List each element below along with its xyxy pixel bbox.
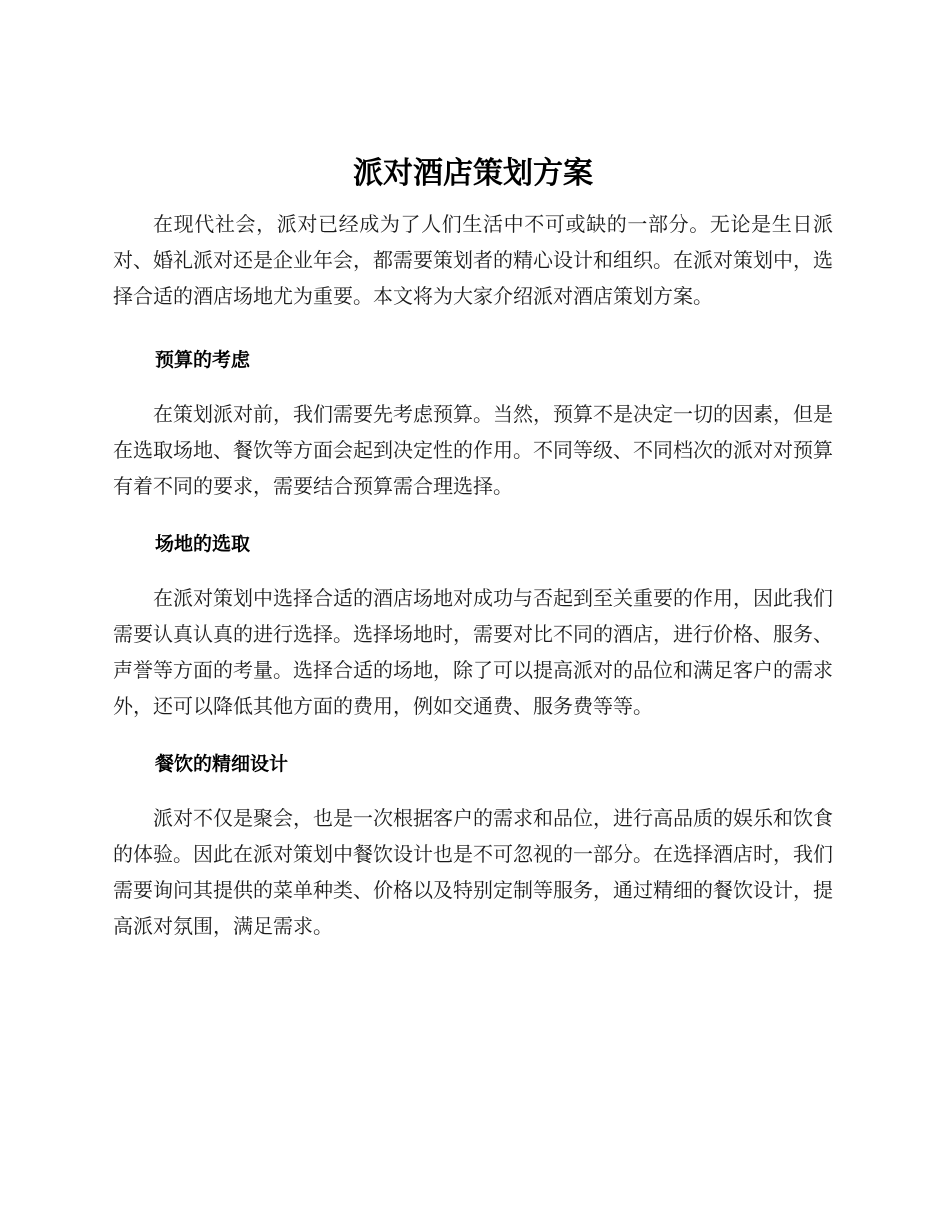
section-body-catering: 派对不仅是聚会，也是一次根据客户的需求和品位，进行高品质的娱乐和饮食的体验。因此在派对策划中餐饮设计也是不可忽视的一部分。在选择酒店时，我们需要询问其提供的菜单种类、价格以及特别定制等服务，通过精细的餐饮设计，提高派对氛围，满足需求。: [113, 806, 833, 938]
section-heading-budget: 预算的考虑: [155, 349, 251, 371]
section-heading-catering: 餐饮的精细设计: [155, 753, 289, 775]
document-content: [113, 146, 833, 944]
document-title: 派对酒店策划方案: [353, 156, 593, 191]
section-heading-venue: 场地的选取: [155, 533, 251, 555]
section-body-venue: 在派对策划中选择合适的酒店场地对成功与否起到至关重要的作用，因此我们需要认真认真的进行选择。选择场地时，需要对比不同的酒店，进行价格、服务、声誉等方面的考量。选择合适的场地，除了可以提高派对的品位和满足客户的需求外，还可以降低其他方面的费用，例如交通费、服务费等等。: [113, 586, 833, 718]
section-body-budget: 在策划派对前，我们需要先考虑预算。当然，预算不是决定一切的因素，但是在选取场地、餐饮等方面会起到决定性的作用。不同等级、不同档次的派对对预算有着不同的要求，需要结合预算需合理选择。: [113, 402, 833, 498]
intro-paragraph: 在现代社会，派对已经成为了人们生活中不可或缺的一部分。无论是生日派对、婚礼派对还是企业年会，都需要策划者的精心设计和组织。在派对策划中，选择合适的酒店场地尤为重要。本文将为大家介绍派对酒店策划方案。: [113, 212, 833, 308]
